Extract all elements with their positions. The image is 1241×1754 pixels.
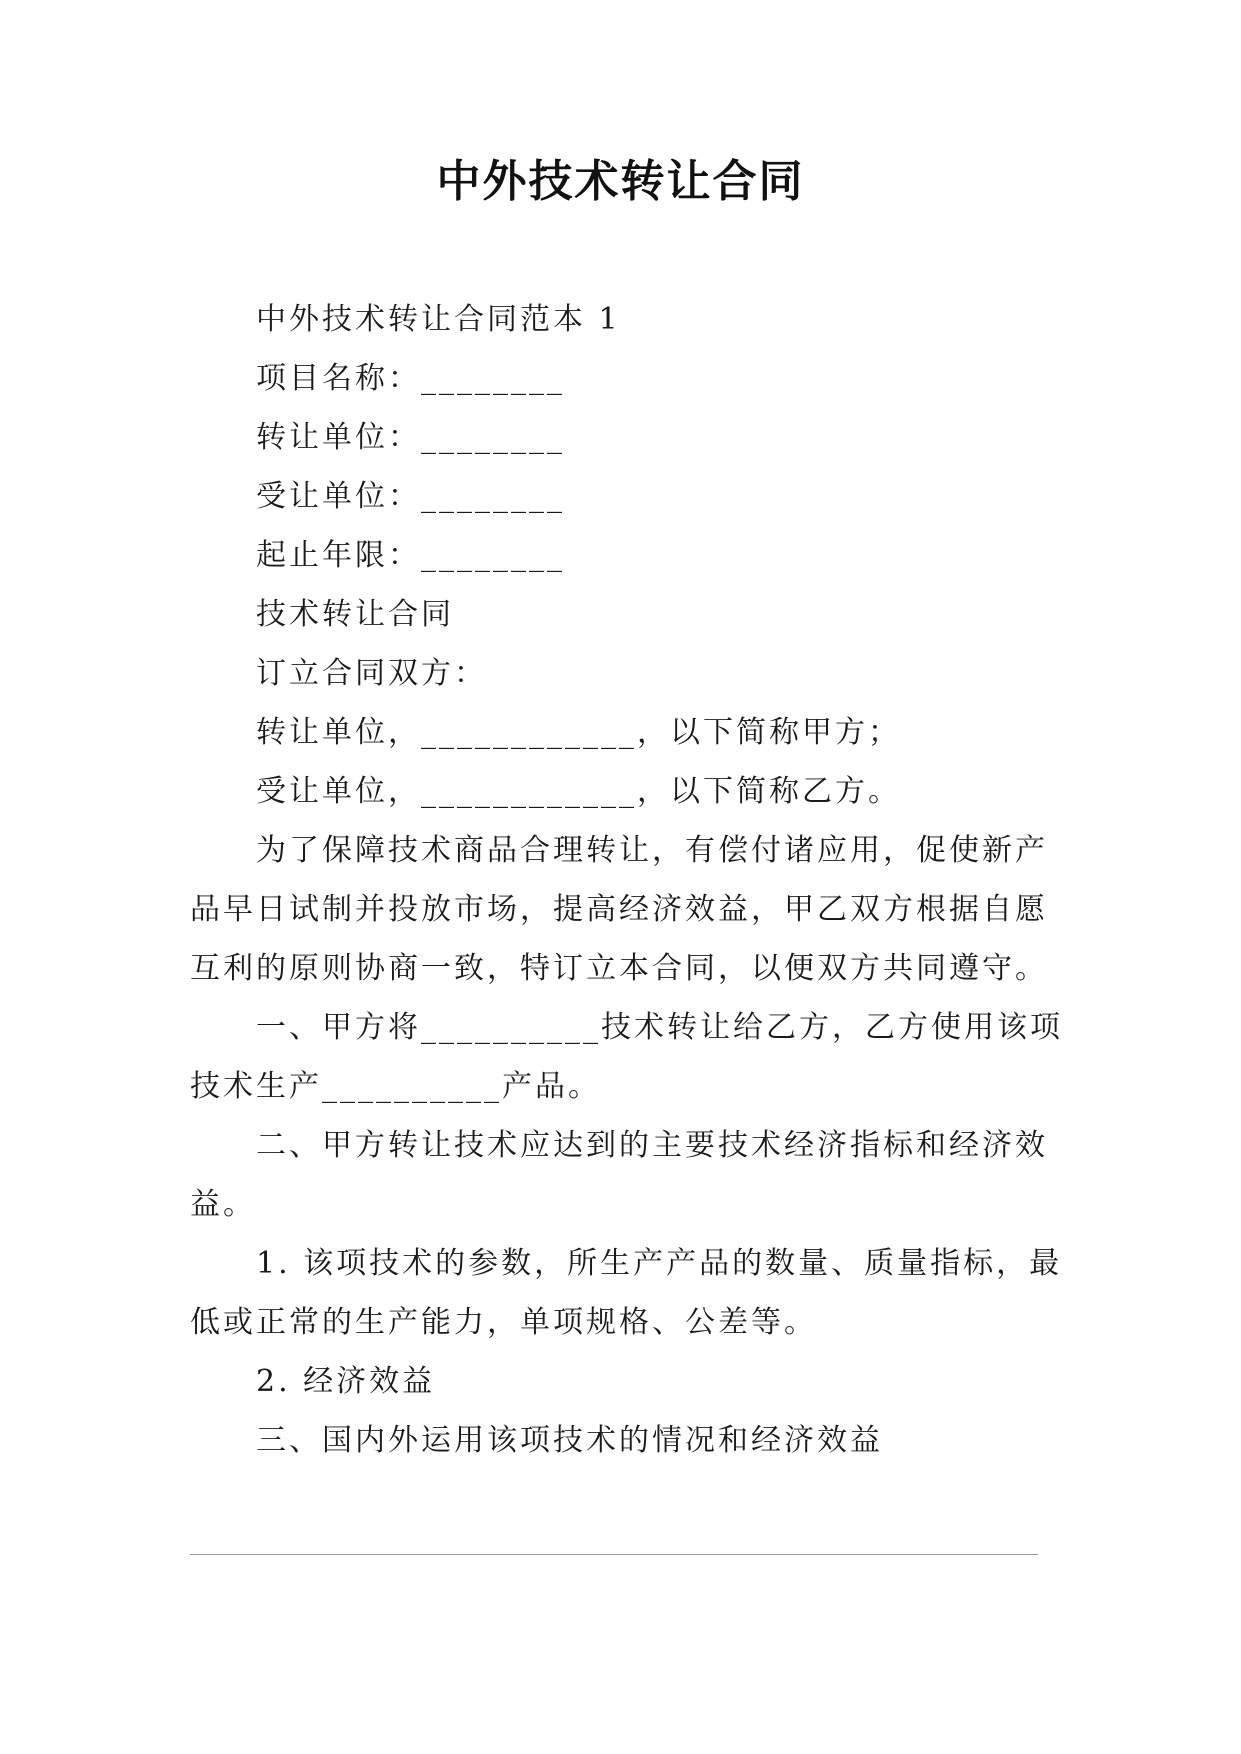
preamble-line: 为了保障技术商品合理转让，有偿付诸应用，促使新产 xyxy=(256,833,1048,868)
clause-2-line: 二、甲方转让技术应达到的主要技术经济指标和经济效 xyxy=(256,1128,1048,1163)
preamble-line: 品早日试制并投放市场，提高经济效益，甲乙双方根据自愿 xyxy=(190,892,1048,927)
clause-2-item-1-line: 1. 该项技术的参数，所生产产品的数量、质量指标，最 xyxy=(256,1246,1063,1281)
footer-divider xyxy=(190,1554,1038,1555)
clause-2-line: 益。 xyxy=(190,1187,256,1222)
field-term: 起止年限：________ xyxy=(256,538,565,573)
document-title: 中外技术转让合同 xyxy=(436,156,805,207)
field-transferor: 转让单位：________ xyxy=(256,420,565,455)
clause-2-item-2: 2. 经济效益 xyxy=(256,1364,436,1399)
clause-1-line: 一、甲方将__________技术转让给乙方，乙方使用该项 xyxy=(256,1010,1063,1045)
clause-2-item-1-line: 低或正常的生产能力，单项规格、公差等。 xyxy=(190,1305,817,1340)
party-a-line: 转让单位，____________，以下简称甲方； xyxy=(256,715,901,750)
party-b-line: 受让单位，____________，以下简称乙方。 xyxy=(256,774,901,809)
field-transferee: 受让单位：________ xyxy=(256,479,565,514)
section-heading: 中外技术转让合同范本 1 xyxy=(256,302,621,337)
field-project-name: 项目名称：________ xyxy=(256,361,565,396)
contract-subtitle: 技术转让合同 xyxy=(256,597,454,632)
preamble-line: 互利的原则协商一致，特订立本合同，以便双方共同遵守。 xyxy=(190,951,1048,986)
document-body xyxy=(190,290,1070,1470)
parties-heading: 订立合同双方： xyxy=(256,656,487,691)
clause-1-line: 技术生产__________产品。 xyxy=(190,1069,601,1104)
clause-3-heading: 三、国内外运用该项技术的情况和经济效益 xyxy=(256,1423,883,1458)
